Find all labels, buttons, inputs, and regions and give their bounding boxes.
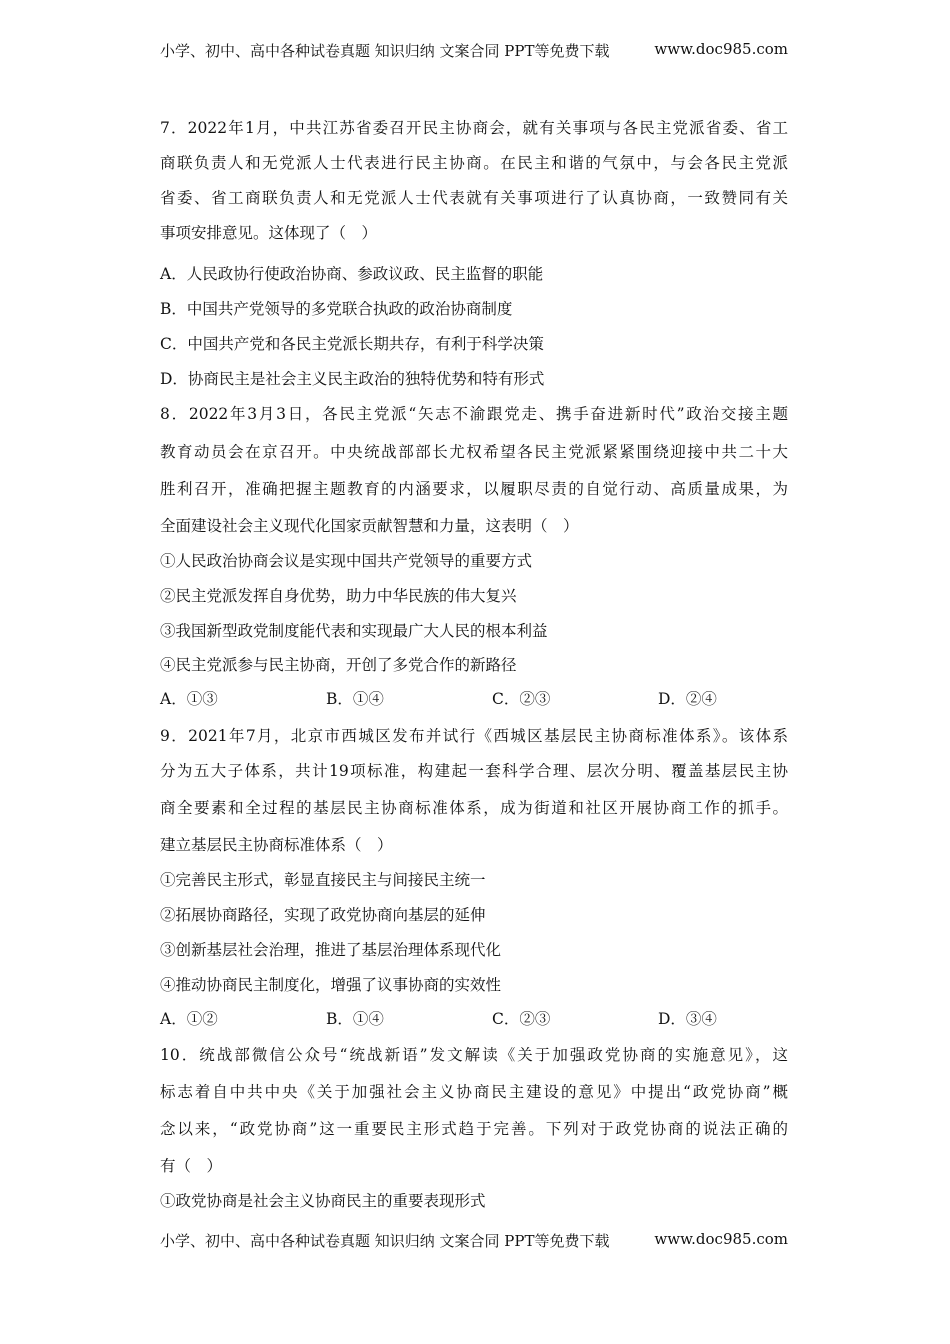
statement-item: ③我国新型政党制度能代表和实现最广大人民的根本利益 — [160, 622, 548, 640]
answer-option[interactable]: D．③④ — [658, 1010, 717, 1028]
answer-option[interactable]: A．人民政协行使政治协商、参政议政、民主监督的职能 — [160, 265, 544, 283]
question-stem-line: 标志着自中共中央《关于加强社会主义协商民主建设的意见》中提出“政党协商”概 — [160, 1083, 788, 1101]
question-stem-line: 省委、省工商联负责人和无党派人士代表就有关事项进行了认真协商，一致赞同有关 — [160, 189, 788, 207]
answer-option[interactable]: B．中国共产党领导的多党联合执政的政治协商制度 — [160, 300, 513, 318]
statement-item: ④推动协商民主制度化，增强了议事协商的实效性 — [160, 976, 502, 994]
answer-option[interactable]: B．①④ — [326, 1010, 384, 1028]
header-url: www.doc985.com — [654, 40, 788, 58]
question-stem-line: 教育动员会在京召开。中央统战部部长尤权希望各民主党派紧紧围绕迎接中共二十大 — [160, 443, 788, 461]
question-stem-line: 建立基层民主协商标准体系（ ） — [160, 836, 393, 854]
question-stem-line: 胜利召开，准确把握主题教育的内涵要求，以履职尽责的自觉行动、高质量成果，为 — [160, 480, 788, 498]
header-text: 小学、初中、高中各种试卷真题 知识归纳 文案合同 PPT等免费下载 — [160, 42, 610, 60]
statement-item: ②民主党派发挥自身优势，助力中华民族的伟大复兴 — [160, 587, 517, 605]
answer-option[interactable]: C．②③ — [492, 1010, 551, 1028]
statement-item: ①完善民主形式，彰显直接民主与间接民主统一 — [160, 871, 486, 889]
question-stem-line: 商联负责人和无党派人士代表进行民主协商。在民主和谐的气氛中，与会各民主党派 — [160, 154, 788, 172]
answer-option[interactable]: A．①③ — [160, 690, 218, 708]
question-stem-line: 9．2021年7月，北京市西城区发布并试行《西城区基层民主协商标准体系》。该体系 — [160, 727, 788, 745]
footer-url: www.doc985.com — [654, 1230, 788, 1248]
page-header — [160, 40, 788, 61]
question-stem-line: 10．统战部微信公众号“统战新语”发文解读《关于加强政党协商的实施意见》，这 — [160, 1046, 788, 1064]
answer-option[interactable]: A．①② — [160, 1010, 218, 1028]
statement-item: ①人民政治协商会议是实现中国共产党领导的重要方式 — [160, 552, 533, 570]
question-stem-line: 有（ ） — [160, 1157, 223, 1175]
question-stem-line: 商全要素和全过程的基层民主协商标准体系，成为街道和社区开展协商工作的抓手。 — [160, 799, 788, 817]
answer-option[interactable]: D．②④ — [658, 690, 717, 708]
statement-item: ③创新基层社会治理，推进了基层治理体系现代化 — [160, 941, 502, 959]
page-footer — [160, 1230, 788, 1251]
answer-option[interactable]: B．①④ — [326, 690, 384, 708]
statement-item: ④民主党派参与民主协商，开创了多党合作的新路径 — [160, 656, 517, 674]
footer-text: 小学、初中、高中各种试卷真题 知识归纳 文案合同 PPT等免费下载 — [160, 1232, 610, 1250]
statement-item: ②拓展协商路径，实现了政党协商向基层的延伸 — [160, 906, 486, 924]
answer-option[interactable]: C．中国共产党和各民主党派长期共存，有利于科学决策 — [160, 335, 544, 353]
statement-item: ①政党协商是社会主义协商民主的重要表现形式 — [160, 1192, 486, 1210]
question-stem-line: 事项安排意见。这体现了（ ） — [160, 224, 378, 242]
answer-option[interactable]: D．协商民主是社会主义民主政治的独特优势和特有形式 — [160, 370, 545, 388]
question-stem-line: 7．2022年1月，中共江苏省委召开民主协商会，就有关事项与各民主党派省委、省工 — [160, 119, 788, 137]
question-stem-line: 全面建设社会主义现代化国家贡献智慧和力量，这表明（ ） — [160, 517, 579, 535]
question-stem-line: 8．2022年3月3日，各民主党派“矢志不渝跟党走、携手奋进新时代”政治交接主题 — [160, 405, 788, 423]
question-stem-line: 分为五大子体系，共计19项标准，构建起一套科学合理、层次分明、覆盖基层民主协 — [160, 762, 788, 780]
answer-option[interactable]: C．②③ — [492, 690, 551, 708]
question-stem-line: 念以来，“政党协商”这一重要民主形式趋于完善。下列对于政党协商的说法正确的 — [160, 1120, 788, 1138]
